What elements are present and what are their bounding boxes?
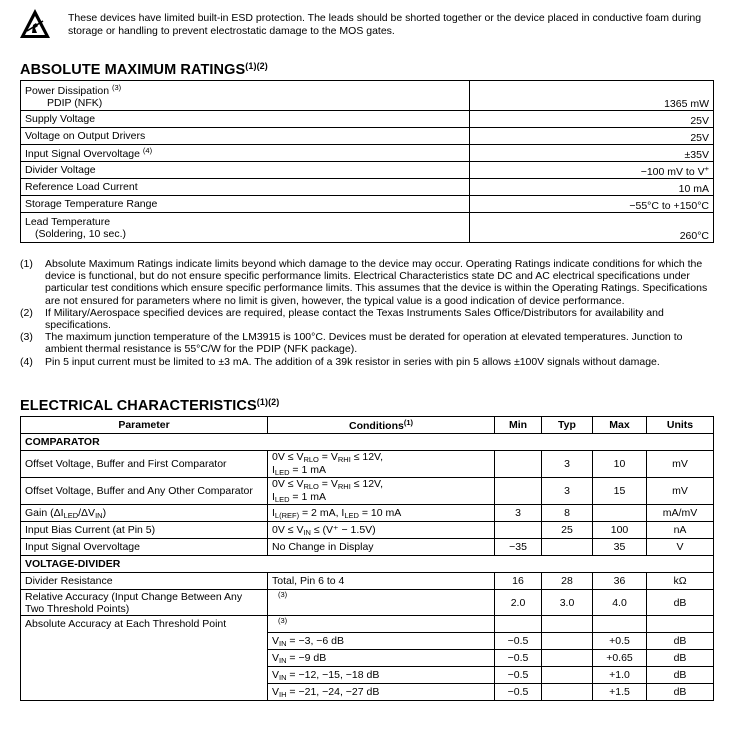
conditions-cell: $V_{IN} = -3$, −6 dB: [268, 633, 495, 650]
conditions-cell: $I_{L(REF)} = 2$ mA, $I_{LED} = 10$ mA: [268, 505, 495, 522]
amr-value: 25V: [470, 111, 714, 128]
param-cell: Input Bias Current (at Pin 5): [21, 522, 268, 539]
table-row: [21, 111, 714, 128]
table-row: [21, 539, 714, 556]
min-cell: −35: [495, 539, 542, 556]
conditions-cell: $0V \le V_{RLO} = V_{RHI} \le 12V$, $I_{LED} = 1$ mA: [268, 451, 495, 478]
units-cell: dB: [647, 590, 714, 616]
max-cell: [593, 505, 647, 522]
units-cell: mV: [647, 451, 714, 478]
footnote: (4) Pin 5 input current must be limited to ±3 mA. The addition of a 39k resistor in series with pin 5 allows ±100V signals without damage.: [20, 355, 660, 368]
section-voltage-divider: VOLTAGE-DIVIDER: [21, 556, 714, 573]
table-row: [21, 145, 714, 162]
amr-value: ±35V: [470, 145, 714, 162]
units-cell: dB: [647, 667, 714, 684]
esd-text: These devices have limited built-in ESD protection. The leads should be shorted together or the device placed in conductive foam during storage or handling to prevent electrostatic damage to the MOS gates.: [68, 12, 702, 37]
units-cell: dB: [647, 633, 714, 650]
amr-label: Input Signal Overvoltage $^{(4)}$: [21, 145, 470, 162]
max-cell: +1.0: [593, 667, 647, 684]
max-cell: [593, 616, 647, 633]
table-row: [21, 573, 714, 590]
amr-value: 1365 mW: [470, 81, 714, 111]
max-cell: +0.5: [593, 633, 647, 650]
amr-label: Supply Voltage: [21, 111, 470, 128]
section-row: [21, 556, 714, 573]
conditions-cell: $V_{IN} = -9$ dB: [268, 650, 495, 667]
typ-cell: [542, 667, 593, 684]
ec-title: ELECTRICAL $CHARACTERISTICS^{(1)(2)}$: [20, 397, 280, 414]
table-row: [21, 162, 714, 179]
max-cell: +1.5: [593, 684, 647, 701]
header-conditions: Conditions$^{(1)}$: [268, 417, 495, 434]
esd-warning-icon: [18, 7, 52, 41]
footnote: (1) Absolute Maximum Ratings indicate limits beyond which damage to the device may occur. Operating Ratings indicate conditions for which the device is functional, but do not ensure specific performance limits. Electrical Characteristics state DC and AC electrical specifications under particular test conditions which ensure specific performance limits. This assumes that the device is within the Operating Ratings. Specifications are not ensured for parameters where no limit is given, however, the typical value is a good indication of device performance.: [20, 258, 708, 307]
min-cell: 2.0: [495, 590, 542, 616]
min-cell: [495, 616, 542, 633]
table-header-row: [21, 417, 714, 434]
section-comparator: COMPARATOR: [21, 434, 714, 451]
section-row: [21, 434, 714, 451]
table-row: [21, 179, 714, 196]
amr-value: 10 mA: [470, 179, 714, 196]
typ-cell: [542, 650, 593, 667]
amr-value: 25V: [470, 128, 714, 145]
table-row: [21, 128, 714, 145]
conditions-cell: Total, Pin 6 to 4: [268, 573, 495, 590]
table-row: [21, 616, 714, 633]
conditions-cell: $0V \le V_{RLO} = V_{RHI} \le 12V$, $I_{LED} = 1$ mA: [268, 478, 495, 505]
max-cell: 100: [593, 522, 647, 539]
footnote: (3) The maximum junction temperature of the LM3915 is 100°C. Devices must be derated for operation at elevated temperatures. Junction to ambient thermal resistance is 55°C/W for the PDIP (NFK package).: [20, 331, 683, 356]
min-cell: −0.5: [495, 667, 542, 684]
table-row: [21, 478, 714, 505]
min-cell: [495, 451, 542, 478]
amr-title: ABSOLUTE MAXIMUM $RATINGS^{(1)(2)}$: [20, 61, 268, 78]
header-min: Min: [495, 417, 542, 434]
conditions-cell: No Change in Display: [268, 539, 495, 556]
typ-cell: 3: [542, 478, 593, 505]
max-cell: 35: [593, 539, 647, 556]
table-row: [21, 667, 714, 684]
param-cell: [21, 633, 268, 650]
table-row: [21, 451, 714, 478]
footnote: (2) If Military/Aerospace specified devices are required, please contact the Texas Instruments Sales Office/Distributors for availability and specifications.: [20, 306, 664, 332]
amr-label: Lead Temperature (Soldering, 10 sec.): [21, 213, 470, 243]
param-cell: Offset Voltage, Buffer and First Comparator: [21, 451, 268, 478]
header-typ: Typ: [542, 417, 593, 434]
units-cell: dB: [647, 650, 714, 667]
amr-value: 260°C: [470, 213, 714, 243]
units-cell: V: [647, 539, 714, 556]
min-cell: [495, 522, 542, 539]
table-row: [21, 196, 714, 213]
table-row: [21, 522, 714, 539]
table-row: [21, 684, 714, 701]
typ-cell: [542, 539, 593, 556]
ec-table: [20, 416, 714, 701]
typ-cell: 3: [542, 451, 593, 478]
amr-table: [20, 80, 714, 243]
typ-cell: 28: [542, 573, 593, 590]
typ-cell: [542, 684, 593, 701]
min-cell: [495, 478, 542, 505]
amr-label: Storage Temperature Range: [21, 196, 470, 213]
header-units: Units: [647, 417, 714, 434]
header-max: Max: [593, 417, 647, 434]
conditions-cell: $V_{IN} = -12$, −15, −18 dB: [268, 667, 495, 684]
table-row: [21, 81, 714, 111]
amr-label: Voltage on Output Drivers: [21, 128, 470, 145]
typ-cell: 8: [542, 505, 593, 522]
conditions-cell: $0V \le V_{IN} \le (V^+ - 1.5V)$: [268, 522, 495, 539]
max-cell: 10: [593, 451, 647, 478]
units-cell: mV: [647, 478, 714, 505]
param-cell: Input Signal Overvoltage: [21, 539, 268, 556]
param-cell: Divider Resistance: [21, 573, 268, 590]
units-cell: [647, 616, 714, 633]
param-cell: Relative Accuracy (Input Change Between Any Two Threshold Points): [21, 590, 268, 616]
amr-label: Power Dissipation $^{(3)}$ PDIP (NFK): [21, 81, 470, 111]
units-cell: dB: [647, 684, 714, 701]
table-row: [21, 650, 714, 667]
table-row: [21, 633, 714, 650]
max-cell: 36: [593, 573, 647, 590]
amr-value: −55°C to +150°C: [470, 196, 714, 213]
table-row: [21, 505, 714, 522]
param-cell: [21, 684, 268, 701]
param-cell: Gain $(\Delta I_{LED}/\Delta V_{IN})$: [21, 505, 268, 522]
min-cell: 16: [495, 573, 542, 590]
amr-label: Divider Voltage: [21, 162, 470, 179]
param-cell: [21, 650, 268, 667]
min-cell: −0.5: [495, 633, 542, 650]
header-parameter: Parameter: [21, 417, 268, 434]
param-cell: Offset Voltage, Buffer and Any Other Comparator: [21, 478, 268, 505]
footnotes: [20, 258, 714, 368]
min-cell: −0.5: [495, 650, 542, 667]
units-cell: kΩ: [647, 573, 714, 590]
param-cell: Absolute Accuracy at Each Threshold Point: [21, 616, 268, 633]
table-row: [21, 213, 714, 243]
conditions-cell: $V_{IH} = -21$, −24, −27 dB: [268, 684, 495, 701]
typ-cell: [542, 616, 593, 633]
table-row: [21, 590, 714, 616]
max-cell: 15: [593, 478, 647, 505]
units-cell: nA: [647, 522, 714, 539]
esd-notice: [18, 7, 718, 47]
conditions-cell: (3): [268, 616, 495, 633]
param-cell: [21, 667, 268, 684]
units-cell: mA/mV: [647, 505, 714, 522]
amr-value: −100 mV to V+: [470, 162, 714, 179]
max-cell: 4.0: [593, 590, 647, 616]
typ-cell: [542, 633, 593, 650]
conditions-cell: (3): [268, 590, 495, 616]
min-cell: −0.5: [495, 684, 542, 701]
typ-cell: 3.0: [542, 590, 593, 616]
amr-label: Reference Load Current: [21, 179, 470, 196]
typ-cell: 25: [542, 522, 593, 539]
min-cell: 3: [495, 505, 542, 522]
max-cell: +0.65: [593, 650, 647, 667]
